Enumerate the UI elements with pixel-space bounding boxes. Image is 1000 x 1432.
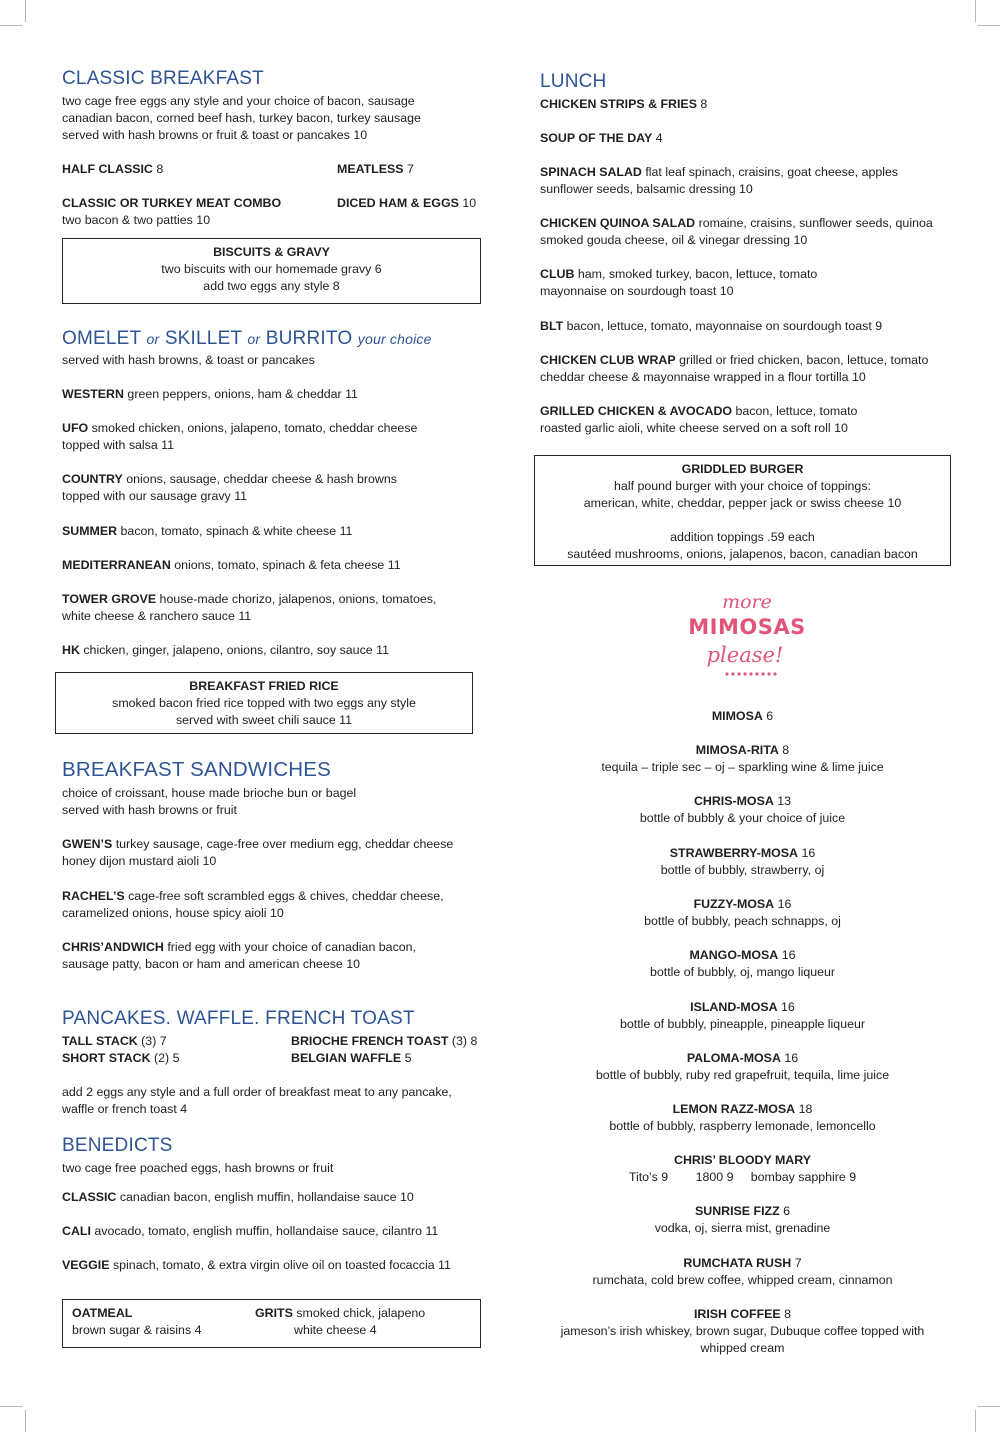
drink-lemon-razz-mosa bbox=[534, 1101, 951, 1135]
griddled-burger-box bbox=[534, 455, 951, 566]
drink-price: 8 bbox=[782, 743, 790, 757]
drink-name: PALOMA-MOSA bbox=[686, 1051, 781, 1065]
item-description: two biscuits with our homemade gravy 6 bbox=[161, 262, 382, 276]
item-name: CHICKEN STRIPS & FRIES bbox=[540, 97, 697, 111]
drink-price: 16 bbox=[781, 1000, 795, 1014]
drink-price: 16 bbox=[801, 846, 816, 860]
drink-price: 8 bbox=[784, 1307, 792, 1321]
drink-description: jameson’s irish whiskey, brown sugar, Dubuque coffee topped with bbox=[560, 1324, 925, 1338]
menu-item-hk bbox=[62, 642, 389, 659]
item-description: chicken, ginger, jalapeno, onions, cilantro, soy sauce 11 bbox=[83, 643, 389, 657]
title-word: BURRITO bbox=[265, 328, 353, 349]
crop-mark bbox=[0, 25, 22, 26]
item-name: VEGGIE bbox=[62, 1258, 110, 1272]
drink-name: CHRIS-MOSA bbox=[693, 794, 774, 808]
item-description: bacon, tomato, spinach & white cheese 11 bbox=[120, 524, 353, 538]
item-name: TOWER GROVE bbox=[62, 592, 157, 606]
drink-rumchata-rush bbox=[534, 1255, 951, 1289]
item-price: 8 bbox=[700, 97, 708, 111]
oatmeal-grits-box bbox=[62, 1299, 481, 1348]
item-description: smoked bacon fried rice topped with two eggs any style bbox=[112, 696, 416, 710]
item-description: bacon, lettuce, tomato, mayonnaise on sourdough toast 9 bbox=[566, 319, 883, 333]
item-name: BLT bbox=[540, 319, 564, 333]
item-description: avocado, tomato, english muffin, hollandaise sauce, cilantro 11 bbox=[94, 1224, 439, 1238]
biscuits-gravy-box bbox=[62, 238, 481, 304]
item-description: spinach, tomato, & extra virgin olive oil on toasted focaccia 11 bbox=[112, 1258, 451, 1272]
item-name: MEATLESS bbox=[337, 162, 404, 176]
item-description: addition toppings .59 each bbox=[670, 530, 815, 544]
item-name: CHICKEN CLUB WRAP bbox=[540, 353, 676, 367]
menu-item-grilled-chicken-avocado bbox=[540, 403, 857, 437]
item-description: brown sugar & raisins 4 bbox=[72, 1323, 202, 1337]
item-description: white cheese & ranchero sauce 11 bbox=[62, 609, 252, 623]
drink-irish-coffee bbox=[534, 1306, 951, 1357]
menu-item-tall-stack bbox=[62, 1033, 167, 1050]
item-name: CLASSIC bbox=[62, 1190, 117, 1204]
drink-chris-mosa bbox=[534, 793, 951, 827]
section-title-classic-breakfast: CLASSIC BREAKFAST bbox=[62, 68, 264, 89]
drink-description: vodka, oj, sierra mist, grenadine bbox=[654, 1221, 831, 1235]
item-name: GWEN’S bbox=[62, 837, 113, 851]
item-description: honey dijon mustard aioli 10 bbox=[62, 854, 217, 868]
menu-item-chicken-quinoa-salad bbox=[540, 215, 933, 249]
item-description: onions, tomato, spinach & feta cheese 11 bbox=[174, 558, 401, 572]
item-name: SUMMER bbox=[62, 524, 118, 538]
item-name: WESTERN bbox=[62, 387, 124, 401]
menu-item-gwens bbox=[62, 836, 453, 870]
drink-price: 6 bbox=[766, 709, 774, 723]
item-price: 8 bbox=[156, 162, 164, 176]
omelet-description: served with hash browns, & toast or pancakes bbox=[62, 353, 315, 367]
drink-price: 16 bbox=[784, 1051, 799, 1065]
menu-item-classic-benedict bbox=[62, 1189, 414, 1206]
item-description: flat leaf spinach, craisins, goat cheese, apples bbox=[645, 165, 899, 179]
menu-item-club bbox=[540, 266, 817, 300]
item-name: CHICKEN QUINOA SALAD bbox=[540, 216, 696, 230]
more-mimosas-please-logo bbox=[688, 590, 806, 685]
item-description: romaine, craisins, sunflower seeds, quinoa bbox=[698, 216, 933, 230]
item-price: 5 bbox=[404, 1051, 412, 1065]
title-or: or bbox=[146, 331, 160, 347]
drink-bloody-mary bbox=[534, 1152, 951, 1186]
section-title-omelet bbox=[62, 328, 432, 350]
item-name: SHORT STACK bbox=[62, 1051, 151, 1065]
item-price: (3) 7 bbox=[141, 1034, 167, 1048]
item-description: smoked chicken, onions, jalapeno, tomato, cheddar cheese bbox=[91, 421, 418, 435]
menu-item-diced-ham bbox=[337, 195, 476, 212]
drink-description: bottle of bubbly, strawberry, oj bbox=[660, 863, 825, 877]
drink-price: 16 bbox=[781, 948, 796, 962]
menu-item-grits bbox=[255, 1305, 425, 1339]
item-description: fried egg with your choice of canadian bacon, bbox=[167, 940, 416, 954]
drink-mimosa bbox=[534, 708, 951, 725]
classic-breakfast-description bbox=[62, 93, 421, 144]
item-description: ham, smoked turkey, bacon, lettuce, tomato bbox=[577, 267, 818, 281]
item-description: topped with salsa 11 bbox=[62, 438, 175, 452]
drink-description: bottle of bubbly, peach schnapps, oj bbox=[644, 914, 841, 928]
item-name: COUNTRY bbox=[62, 472, 123, 486]
item-name: CLUB bbox=[540, 267, 575, 281]
item-description: sunflower seeds, balsamic dressing 10 bbox=[540, 182, 753, 196]
title-word: OMELET bbox=[62, 328, 141, 349]
item-description: bacon, lettuce, tomato bbox=[735, 404, 858, 418]
menu-item-tower-grove bbox=[62, 591, 436, 625]
item-price: (2) 5 bbox=[154, 1051, 180, 1065]
item-description: smoked gouda cheese, oil & vinegar dressing 10 bbox=[540, 233, 808, 247]
menu-item-belgian-waffle bbox=[291, 1050, 412, 1067]
logo-dots bbox=[725, 672, 776, 675]
menu-item-mediterranean bbox=[62, 557, 401, 574]
item-name: BISCUITS & GRAVY bbox=[213, 245, 330, 259]
crop-mark bbox=[25, 1410, 26, 1432]
drink-name: IRISH COFFEE bbox=[693, 1307, 781, 1321]
crop-mark bbox=[978, 25, 1000, 26]
item-description: mayonnaise on sourdough toast 10 bbox=[540, 284, 734, 298]
section-title-lunch: LUNCH bbox=[540, 71, 607, 92]
item-description: sausage patty, bacon or ham and american cheese 10 bbox=[62, 957, 361, 971]
description-line: served with hash browns or fruit bbox=[62, 803, 237, 817]
drink-description: tequila – triple sec – oj – sparkling wine & lime juice bbox=[601, 760, 884, 774]
menu-item-half-classic bbox=[62, 161, 163, 178]
item-description: cheddar cheese & mayonnaise wrapped in a flour tortilla 10 bbox=[540, 370, 866, 384]
item-name: SPINACH SALAD bbox=[540, 165, 642, 179]
item-description: grilled or fried chicken, bacon, lettuce, tomato bbox=[679, 353, 929, 367]
description-line: choice of croissant, house made brioche bun or bagel bbox=[62, 786, 357, 800]
crop-mark bbox=[975, 0, 976, 22]
section-title-sandwiches: BREAKFAST SANDWICHES bbox=[62, 758, 332, 781]
item-description: smoked chick, jalapeno bbox=[296, 1306, 426, 1320]
menu-item-veggie-benedict bbox=[62, 1257, 451, 1274]
item-name: TALL STACK bbox=[62, 1034, 138, 1048]
description-line: canadian bacon, corned beef hash, turkey bacon, turkey sausage bbox=[62, 111, 421, 125]
menu-item-rachels bbox=[62, 888, 444, 922]
drink-description: whipped cream bbox=[700, 1341, 785, 1355]
menu-item-chicken-strips bbox=[540, 96, 707, 113]
drink-name: STRAWBERRY-MOSA bbox=[669, 846, 799, 860]
item-description: green peppers, onions, ham & cheddar 11 bbox=[127, 387, 358, 401]
title-or: or bbox=[247, 331, 261, 347]
drink-description: rumchata, cold brew coffee, whipped cream, cinnamon bbox=[592, 1273, 893, 1287]
item-name: HALF CLASSIC bbox=[62, 162, 153, 176]
drink-name: MIMOSA-RITA bbox=[695, 743, 779, 757]
item-description: caramelized onions, house spicy aioli 10 bbox=[62, 906, 284, 920]
description-line: served with hash browns or fruit & toast or pancakes 10 bbox=[62, 128, 368, 142]
crop-mark bbox=[978, 1406, 1000, 1407]
menu-item-western bbox=[62, 386, 358, 403]
item-description: add two eggs any style 8 bbox=[203, 279, 340, 293]
section-title-pancakes: PANCAKES. WAFFLE. FRENCH TOAST bbox=[62, 1008, 415, 1029]
drink-island-mosa bbox=[534, 999, 951, 1033]
drink-strawberry-mosa bbox=[534, 845, 951, 879]
item-description: house-made chorizo, jalapenos, onions, tomatoes, bbox=[159, 592, 437, 606]
menu-item-country bbox=[62, 471, 397, 505]
drink-name: FUZZY-MOSA bbox=[693, 897, 775, 911]
menu-item-short-stack bbox=[62, 1050, 180, 1067]
crop-mark bbox=[0, 1406, 22, 1407]
item-name: HK bbox=[62, 643, 80, 657]
drink-name: SUNRISE FIZZ bbox=[694, 1204, 780, 1218]
item-description: sautéed mushrooms, onions, jalapenos, bacon, canadian bacon bbox=[567, 547, 918, 561]
item-description: american, white, cheddar, pepper jack or swiss cheese 10 bbox=[583, 496, 902, 510]
drink-description: bottle of bubbly, oj, mango liqueur bbox=[649, 965, 836, 979]
item-description: served with sweet chili sauce 11 bbox=[175, 713, 353, 727]
drink-name: MANGO-MOSA bbox=[689, 948, 779, 962]
item-name: MEDITERRANEAN bbox=[62, 558, 171, 572]
item-name: CALI bbox=[62, 1224, 91, 1238]
item-name: UFO bbox=[62, 421, 89, 435]
item-description: canadian bacon, english muffin, hollandaise sauce 10 bbox=[119, 1190, 414, 1204]
description-line: waffle or french toast 4 bbox=[62, 1102, 188, 1116]
item-description: onions, sausage, cheddar cheese & hash browns bbox=[126, 472, 397, 486]
item-description: two bacon & two patties 10 bbox=[62, 213, 211, 227]
menu-item-chrisandwich bbox=[62, 939, 416, 973]
drink-description: bottle of bubbly, ruby red grapefruit, tequila, lime juice bbox=[595, 1068, 890, 1082]
item-name: CHRIS’ANDWICH bbox=[62, 940, 164, 954]
crop-mark bbox=[975, 1410, 976, 1432]
item-price: (3) 8 bbox=[451, 1034, 478, 1048]
drink-paloma-mosa bbox=[534, 1050, 951, 1084]
benedicts-description: two cage free poached eggs, hash browns or fruit bbox=[62, 1161, 334, 1175]
item-name: GRIDDLED BURGER bbox=[681, 462, 804, 476]
drink-price: 7 bbox=[794, 1256, 802, 1270]
item-name: DICED HAM & EGGS bbox=[337, 196, 459, 210]
logo-text: please! bbox=[706, 643, 784, 667]
item-description: topped with our sausage gravy 11 bbox=[62, 489, 248, 503]
drink-name: LEMON RAZZ-MOSA bbox=[672, 1102, 796, 1116]
item-name: OATMEAL bbox=[72, 1306, 133, 1320]
section-title-benedicts: BENEDICTS bbox=[62, 1135, 173, 1156]
item-name: SOUP OF THE DAY bbox=[540, 131, 653, 145]
pancakes-addon bbox=[62, 1084, 452, 1118]
drink-description: Tito’s 9 1800 9 bombay sapphire 9 bbox=[628, 1170, 857, 1184]
item-name: GRITS bbox=[255, 1306, 293, 1320]
drink-name: MIMOSA bbox=[711, 709, 763, 723]
drink-fuzzy-mosa bbox=[534, 896, 951, 930]
item-price: 10 bbox=[462, 196, 477, 210]
item-price: 4 bbox=[655, 131, 663, 145]
menu-item-oatmeal bbox=[72, 1305, 201, 1339]
item-name: CLASSIC OR TURKEY MEAT COMBO bbox=[62, 196, 282, 210]
drink-price: 16 bbox=[777, 897, 792, 911]
drink-mimosa-rita bbox=[534, 742, 951, 776]
drink-name: RUMCHATA RUSH bbox=[683, 1256, 792, 1270]
drink-name: ISLAND-MOSA bbox=[690, 1000, 778, 1014]
menu-item-brioche-french-toast bbox=[291, 1033, 477, 1050]
description-line: add 2 eggs any style and a full order of breakfast meat to any pancake, bbox=[62, 1085, 452, 1099]
item-name: GRILLED CHICKEN & AVOCADO bbox=[540, 404, 733, 418]
logo-text: more bbox=[722, 591, 772, 613]
drink-description: bottle of bubbly, raspberry lemonade, lemoncello bbox=[609, 1119, 876, 1133]
item-description: half pound burger with your choice of toppings: bbox=[614, 479, 871, 493]
title-word: SKILLET bbox=[164, 328, 242, 349]
item-description: white cheese 4 bbox=[294, 1323, 377, 1337]
menu-item-summer bbox=[62, 523, 352, 540]
item-price: 7 bbox=[407, 162, 414, 176]
fried-rice-box bbox=[55, 672, 473, 734]
menu-item-blt bbox=[540, 318, 882, 335]
item-name: BRIOCHE FRENCH TOAST bbox=[291, 1034, 449, 1048]
drink-sunrise-fizz bbox=[534, 1203, 951, 1237]
drink-price: 18 bbox=[798, 1102, 813, 1116]
drink-price: 6 bbox=[783, 1204, 791, 1218]
menu-item-spinach-salad bbox=[540, 164, 898, 198]
drink-mango-mosa bbox=[534, 947, 951, 981]
crop-mark bbox=[25, 0, 26, 22]
menu-item-meat-combo bbox=[62, 195, 281, 229]
item-name: RACHEL’S bbox=[62, 889, 125, 903]
menu-item-ufo bbox=[62, 420, 417, 454]
drink-price: 13 bbox=[777, 794, 792, 808]
description-line: two cage free eggs any style and your choice of bacon, sausage bbox=[62, 94, 415, 108]
menu-item-cali-benedict bbox=[62, 1223, 438, 1240]
menu-item-meatless bbox=[337, 161, 414, 178]
menu-item-soup bbox=[540, 130, 663, 147]
drink-name: CHRIS’ BLOODY MARY bbox=[674, 1153, 811, 1167]
drink-description: bottle of bubbly, pineapple, pineapple liqueur bbox=[619, 1017, 866, 1031]
item-description: cage-free soft scrambled eggs & chives, cheddar cheese, bbox=[128, 889, 444, 903]
item-name: BREAKFAST FRIED RICE bbox=[189, 679, 339, 693]
sandwiches-description bbox=[62, 785, 356, 819]
item-name: BELGIAN WAFFLE bbox=[291, 1051, 402, 1065]
item-description: turkey sausage, cage-free over medium egg, cheddar cheese bbox=[115, 837, 454, 851]
drink-description: bottle of bubbly & your choice of juice bbox=[639, 811, 846, 825]
menu-item-chicken-club-wrap bbox=[540, 352, 928, 386]
logo-text: MIMOSAS bbox=[688, 615, 806, 639]
item-description: roasted garlic aioli, white cheese served on a soft roll 10 bbox=[540, 421, 848, 435]
title-choice: your choice bbox=[357, 331, 432, 347]
